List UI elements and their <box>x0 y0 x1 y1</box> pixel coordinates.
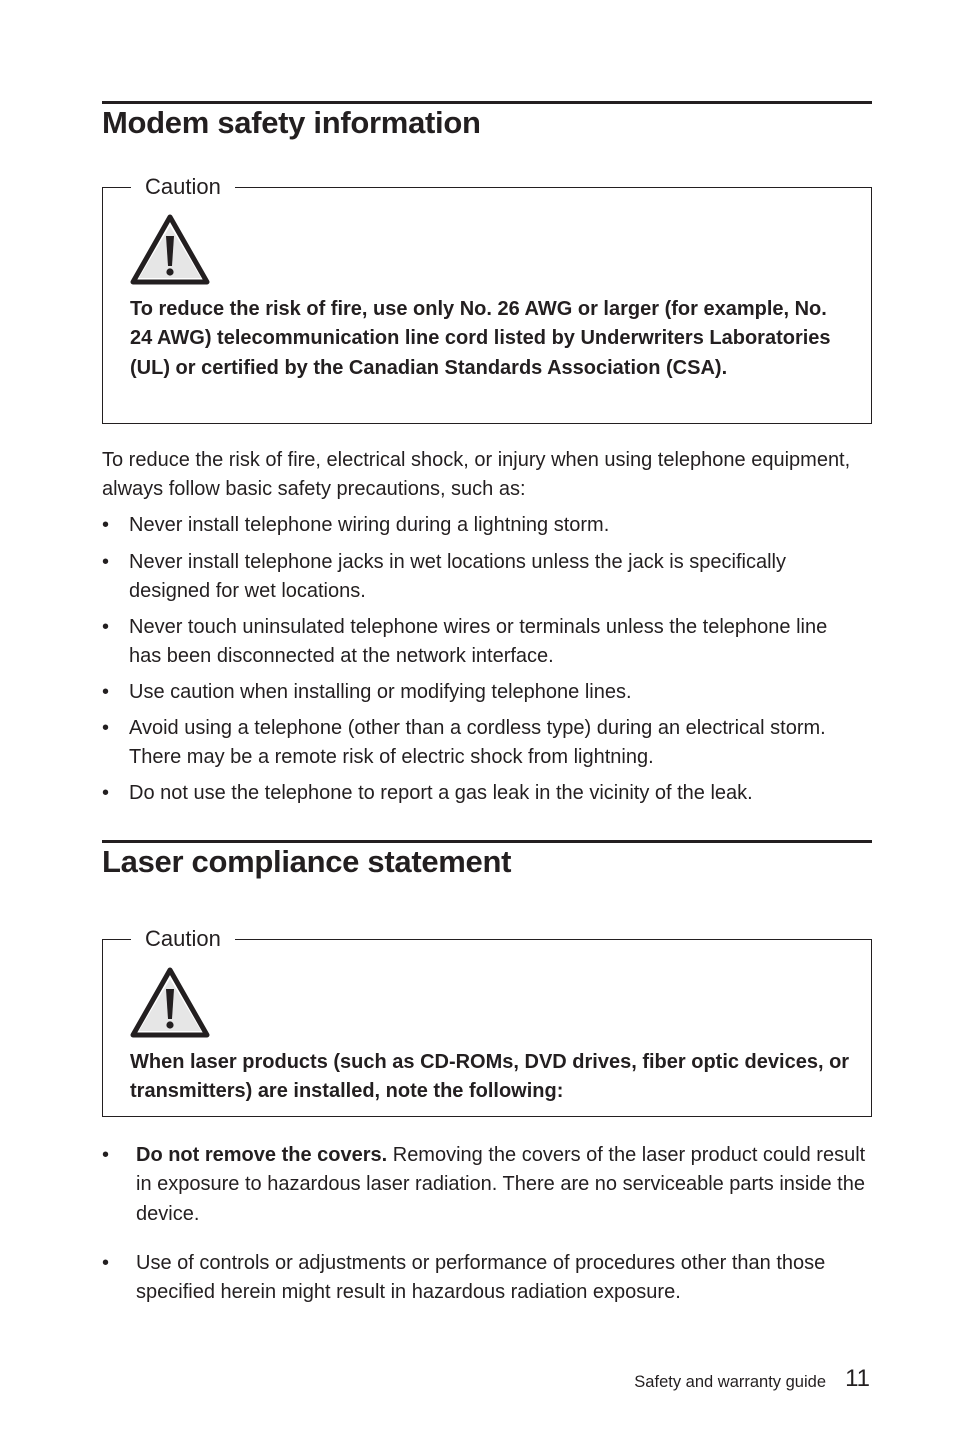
list-item-text: Never install telephone wiring during a lightning storm. <box>129 514 610 536</box>
intro-paragraph: To reduce the risk of fire, electrical shock, or injury when using telephone equipment, always follow basic safety precautions, such as: <box>102 449 851 501</box>
section-rule <box>102 840 872 843</box>
bullet-icon: • <box>102 782 110 804</box>
caution-box <box>102 174 872 424</box>
list-item-text: Do not use the telephone to report a gas leak in the vicinity of the leak. <box>129 782 753 804</box>
caution-text: When laser products (such as CD-ROMs, DVD drives, fiber optic devices, or transmitters) are installed, note the following: <box>130 1051 850 1103</box>
list-item-body: Removing the covers of the laser product could result in exposure to hazardous laser radiation. There are no serviceable parts inside the device. <box>136 1144 866 1225</box>
caution-text: To reduce the risk of fire, use only No. 26 AWG or larger (for example, No. 24 AWG) telecommunication line cord listed by Underwriters Laboratories (UL) or certified by the Canadian Standards Association (CSA). <box>130 298 831 379</box>
bullet-icon: • <box>102 1252 110 1274</box>
warning-triangle-icon <box>130 967 210 1044</box>
bullet-icon: • <box>102 616 110 638</box>
list-item-text: Use of controls or adjustments or performance of procedures other than those specified herein might result in hazardous radiation exposure. <box>136 1252 826 1304</box>
caution-label: Caution <box>131 924 235 954</box>
list-item-text <box>136 1141 868 1229</box>
section-rule <box>102 101 872 104</box>
caution-box <box>102 926 872 1117</box>
bullet-icon: • <box>102 551 110 573</box>
bullet-icon: • <box>102 1144 110 1166</box>
list-item-text: Avoid using a telephone (other than a cordless type) during an electrical storm. There may be a remote risk of electric shock from lightning. <box>129 717 826 769</box>
bullet-icon: • <box>102 681 110 703</box>
caution-label: Caution <box>131 172 235 202</box>
list-item-text: Never install telephone jacks in wet locations unless the jack is specifically designed for wet locations. <box>129 551 786 603</box>
bullet-icon: • <box>102 717 110 739</box>
section-heading: Modem safety information <box>102 105 481 140</box>
section-heading: Laser compliance statement <box>102 844 512 879</box>
list-item-text: Use caution when installing or modifying telephone lines. <box>129 681 632 703</box>
footer-label: Safety and warranty guide <box>634 1373 826 1391</box>
list-item-text: Never touch uninsulated telephone wires or terminals unless the telephone line has been disconnected at the network interface. <box>129 616 828 668</box>
bullet-icon: • <box>102 514 110 536</box>
list-item-emphasis: Do not remove the covers. <box>136 1144 388 1166</box>
warning-triangle-icon <box>130 214 210 291</box>
page-number: 11 <box>845 1365 870 1392</box>
